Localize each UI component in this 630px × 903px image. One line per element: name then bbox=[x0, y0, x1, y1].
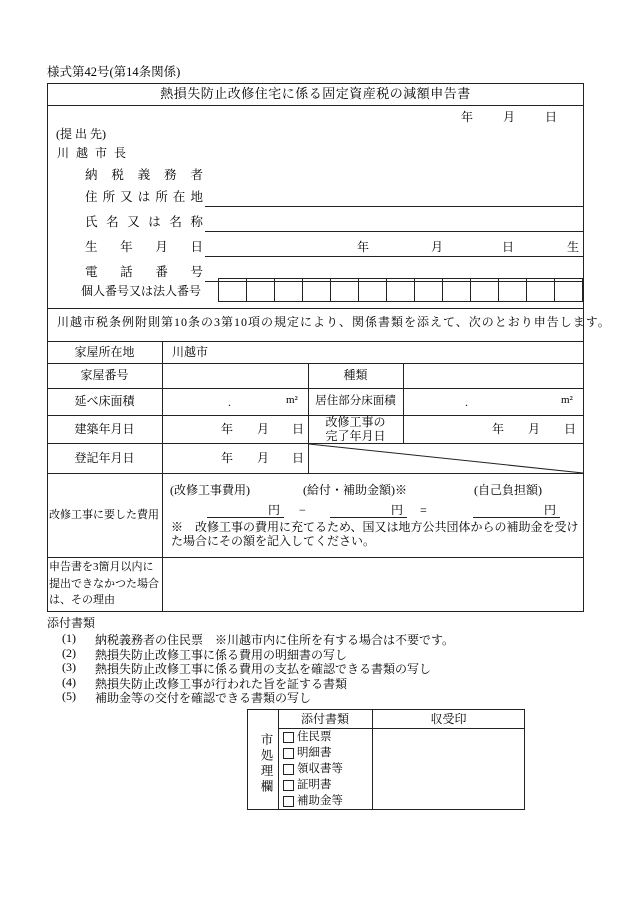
checklist-item-label: 補助金等 bbox=[297, 794, 343, 807]
completion-day-unit: 日 bbox=[564, 422, 577, 436]
office-stamp-column-header: 収受印 bbox=[430, 712, 467, 726]
birthdate-label: 生年月日 bbox=[85, 240, 203, 254]
taxpayer-label-line2: 住所又は所在地 bbox=[85, 190, 203, 204]
id-digit-cell[interactable] bbox=[471, 279, 499, 301]
completion-month-unit: 月 bbox=[528, 422, 541, 436]
total-area-decimal-point: . bbox=[228, 395, 231, 409]
row-divider bbox=[47, 473, 584, 474]
id-digit-cell[interactable] bbox=[275, 279, 303, 301]
date-month-label: 月 bbox=[503, 110, 516, 124]
birth-born-suffix: 生 bbox=[567, 240, 580, 254]
living-area-label: 居住部分床面積 bbox=[315, 395, 396, 407]
id-digit-cell[interactable] bbox=[303, 279, 331, 301]
cost-head-self: (自己負担額) bbox=[474, 483, 542, 497]
office-use-side-label: 市処理欄 bbox=[259, 733, 273, 795]
date-day-label: 日 bbox=[545, 110, 558, 124]
birth-year-unit: 年 bbox=[357, 240, 370, 254]
registry-day-unit: 日 bbox=[292, 451, 305, 465]
title-divider bbox=[47, 105, 584, 106]
cost-head-subsidy: (給付・補助金額)※ bbox=[303, 483, 407, 497]
attachment-item-text: 補助金等の交付を確認できる書類の写し bbox=[95, 691, 312, 705]
checklist-item bbox=[280, 795, 372, 808]
checklist-item-label: 証明書 bbox=[297, 778, 332, 791]
checklist-item bbox=[280, 763, 372, 776]
built-year-unit: 年 bbox=[221, 422, 234, 436]
id-digit-cell[interactable] bbox=[359, 279, 387, 301]
attachment-item-number: (3) bbox=[62, 660, 76, 674]
built-month-unit: 月 bbox=[257, 422, 270, 436]
date-year-label: 年 bbox=[461, 110, 474, 124]
attachment-item-number: (5) bbox=[62, 689, 76, 703]
checklist-item-label: 領収書等 bbox=[297, 762, 343, 775]
registry-date-label: 登記年月日 bbox=[74, 451, 135, 465]
diagonal-strikeout-line bbox=[309, 444, 583, 473]
attachment-item-number: (2) bbox=[62, 646, 76, 660]
birth-day-unit: 日 bbox=[502, 240, 515, 254]
registry-year-unit: 年 bbox=[221, 451, 234, 465]
section-divider bbox=[47, 308, 584, 309]
attachment-item-number: (4) bbox=[62, 675, 76, 689]
name-label: 氏名又は名称 bbox=[85, 215, 203, 229]
equals-sign: = bbox=[420, 503, 427, 517]
works-yen-unit: 円 bbox=[268, 503, 281, 517]
late-reason-input-area[interactable] bbox=[163, 558, 583, 611]
column-divider bbox=[403, 363, 404, 443]
completion-date-label-line2: 完了年月日 bbox=[325, 428, 386, 443]
total-area-unit: m² bbox=[286, 394, 298, 406]
attachment-item-text: 納税義務者の住民票 ※川越市内に住所を有する場合は不要です。 bbox=[95, 633, 455, 647]
id-number-grid bbox=[218, 278, 583, 302]
id-digit-cell[interactable] bbox=[219, 279, 247, 301]
receipt-stamp-area bbox=[373, 729, 524, 809]
id-digit-cell[interactable] bbox=[247, 279, 275, 301]
house-kind-label: 種類 bbox=[343, 368, 368, 382]
checkbox-icon[interactable] bbox=[283, 748, 294, 759]
checklist-item bbox=[280, 779, 372, 792]
completion-date-label-line1: 改修工事の bbox=[325, 415, 386, 429]
attachment-item-text: 熱損失防止改修工事に係る費用の明細書の写し bbox=[95, 648, 348, 662]
house-location-label: 家屋所在地 bbox=[74, 345, 135, 359]
attachment-item-text: 熱損失防止改修工事が行われた旨を証する書類 bbox=[95, 677, 348, 691]
id-digit-cell[interactable] bbox=[499, 279, 527, 301]
house-number-label: 家屋番号 bbox=[80, 368, 129, 382]
checklist-item bbox=[280, 747, 372, 760]
address-input-line[interactable] bbox=[205, 206, 583, 207]
office-docs-checklist bbox=[280, 729, 372, 809]
id-digit-cell[interactable] bbox=[331, 279, 359, 301]
checklist-item bbox=[280, 731, 372, 744]
house-location-value[interactable]: 川越市 bbox=[172, 345, 209, 359]
cost-head-works: (改修工事費用) bbox=[170, 483, 250, 497]
id-digit-cell[interactable] bbox=[527, 279, 555, 301]
checklist-item-label: 明細書 bbox=[297, 746, 332, 759]
renovation-cost-label: 改修工事に要した費用 bbox=[49, 509, 159, 521]
birthdate-input-line[interactable] bbox=[205, 256, 583, 257]
form-title: 熱損失防止改修住宅に係る固定資産税の減額申告書 bbox=[160, 86, 471, 101]
name-input-line[interactable] bbox=[205, 231, 583, 232]
id-number-label: 個人番号又は法人番号 bbox=[81, 284, 202, 298]
attachments-heading: 添付書類 bbox=[47, 616, 96, 630]
cost-note: ※ 改修工事の費用に充てるため、国又は地方公共団体からの補助金を受けた場合にその額を記入してください。 bbox=[171, 520, 579, 548]
late-submission-reason-label: 申告書を3箇月以内に提出できなかつた場合は、その理由 bbox=[49, 561, 159, 606]
living-area-decimal-point: . bbox=[465, 395, 468, 409]
phone-label: 電話番号 bbox=[85, 265, 203, 279]
completion-date-label bbox=[308, 416, 403, 443]
checkbox-icon[interactable] bbox=[283, 796, 294, 807]
attachment-item-number: (1) bbox=[62, 631, 76, 645]
checkbox-icon[interactable] bbox=[283, 732, 294, 743]
completion-year-unit: 年 bbox=[492, 422, 505, 436]
subsidy-amount-input-line[interactable] bbox=[330, 517, 407, 518]
form-number: 様式第42号(第14条関係) bbox=[47, 65, 181, 79]
submit-to-label: (提 出 先) bbox=[56, 127, 106, 141]
birth-month-unit: 月 bbox=[431, 240, 444, 254]
id-digit-cell[interactable] bbox=[415, 279, 443, 301]
works-amount-input-line[interactable] bbox=[207, 517, 284, 518]
minus-sign: − bbox=[299, 503, 306, 517]
declaration-sentence: 川越市税条例附則第10条の3第10項の規定により、関係書類を添えて、次のとおり申告します。 bbox=[57, 315, 611, 329]
checkbox-icon[interactable] bbox=[283, 764, 294, 775]
self-yen-unit: 円 bbox=[544, 503, 557, 517]
id-digit-cell[interactable] bbox=[555, 279, 582, 301]
taxpayer-label-line1: 納税義務者 bbox=[85, 168, 203, 182]
office-docs-column-header: 添付書類 bbox=[300, 712, 349, 726]
built-date-label: 建築年月日 bbox=[74, 422, 135, 436]
registry-month-unit: 月 bbox=[257, 451, 270, 465]
self-amount-input-line[interactable] bbox=[473, 517, 560, 518]
id-digit-cell[interactable] bbox=[387, 279, 415, 301]
attachment-item-text: 熱損失防止改修工事に係る費用の支払を確認できる書類の写し bbox=[95, 662, 432, 676]
living-area-unit: m² bbox=[561, 394, 573, 406]
built-day-unit: 日 bbox=[292, 422, 305, 436]
id-digit-cell[interactable] bbox=[443, 279, 471, 301]
checklist-item-label: 住民票 bbox=[297, 730, 332, 743]
recipient-mayor-label: 川 越 市 長 bbox=[57, 146, 129, 160]
checkbox-icon[interactable] bbox=[283, 780, 294, 791]
subsidy-yen-unit: 円 bbox=[391, 503, 404, 517]
total-area-label: 延べ床面積 bbox=[74, 394, 135, 408]
